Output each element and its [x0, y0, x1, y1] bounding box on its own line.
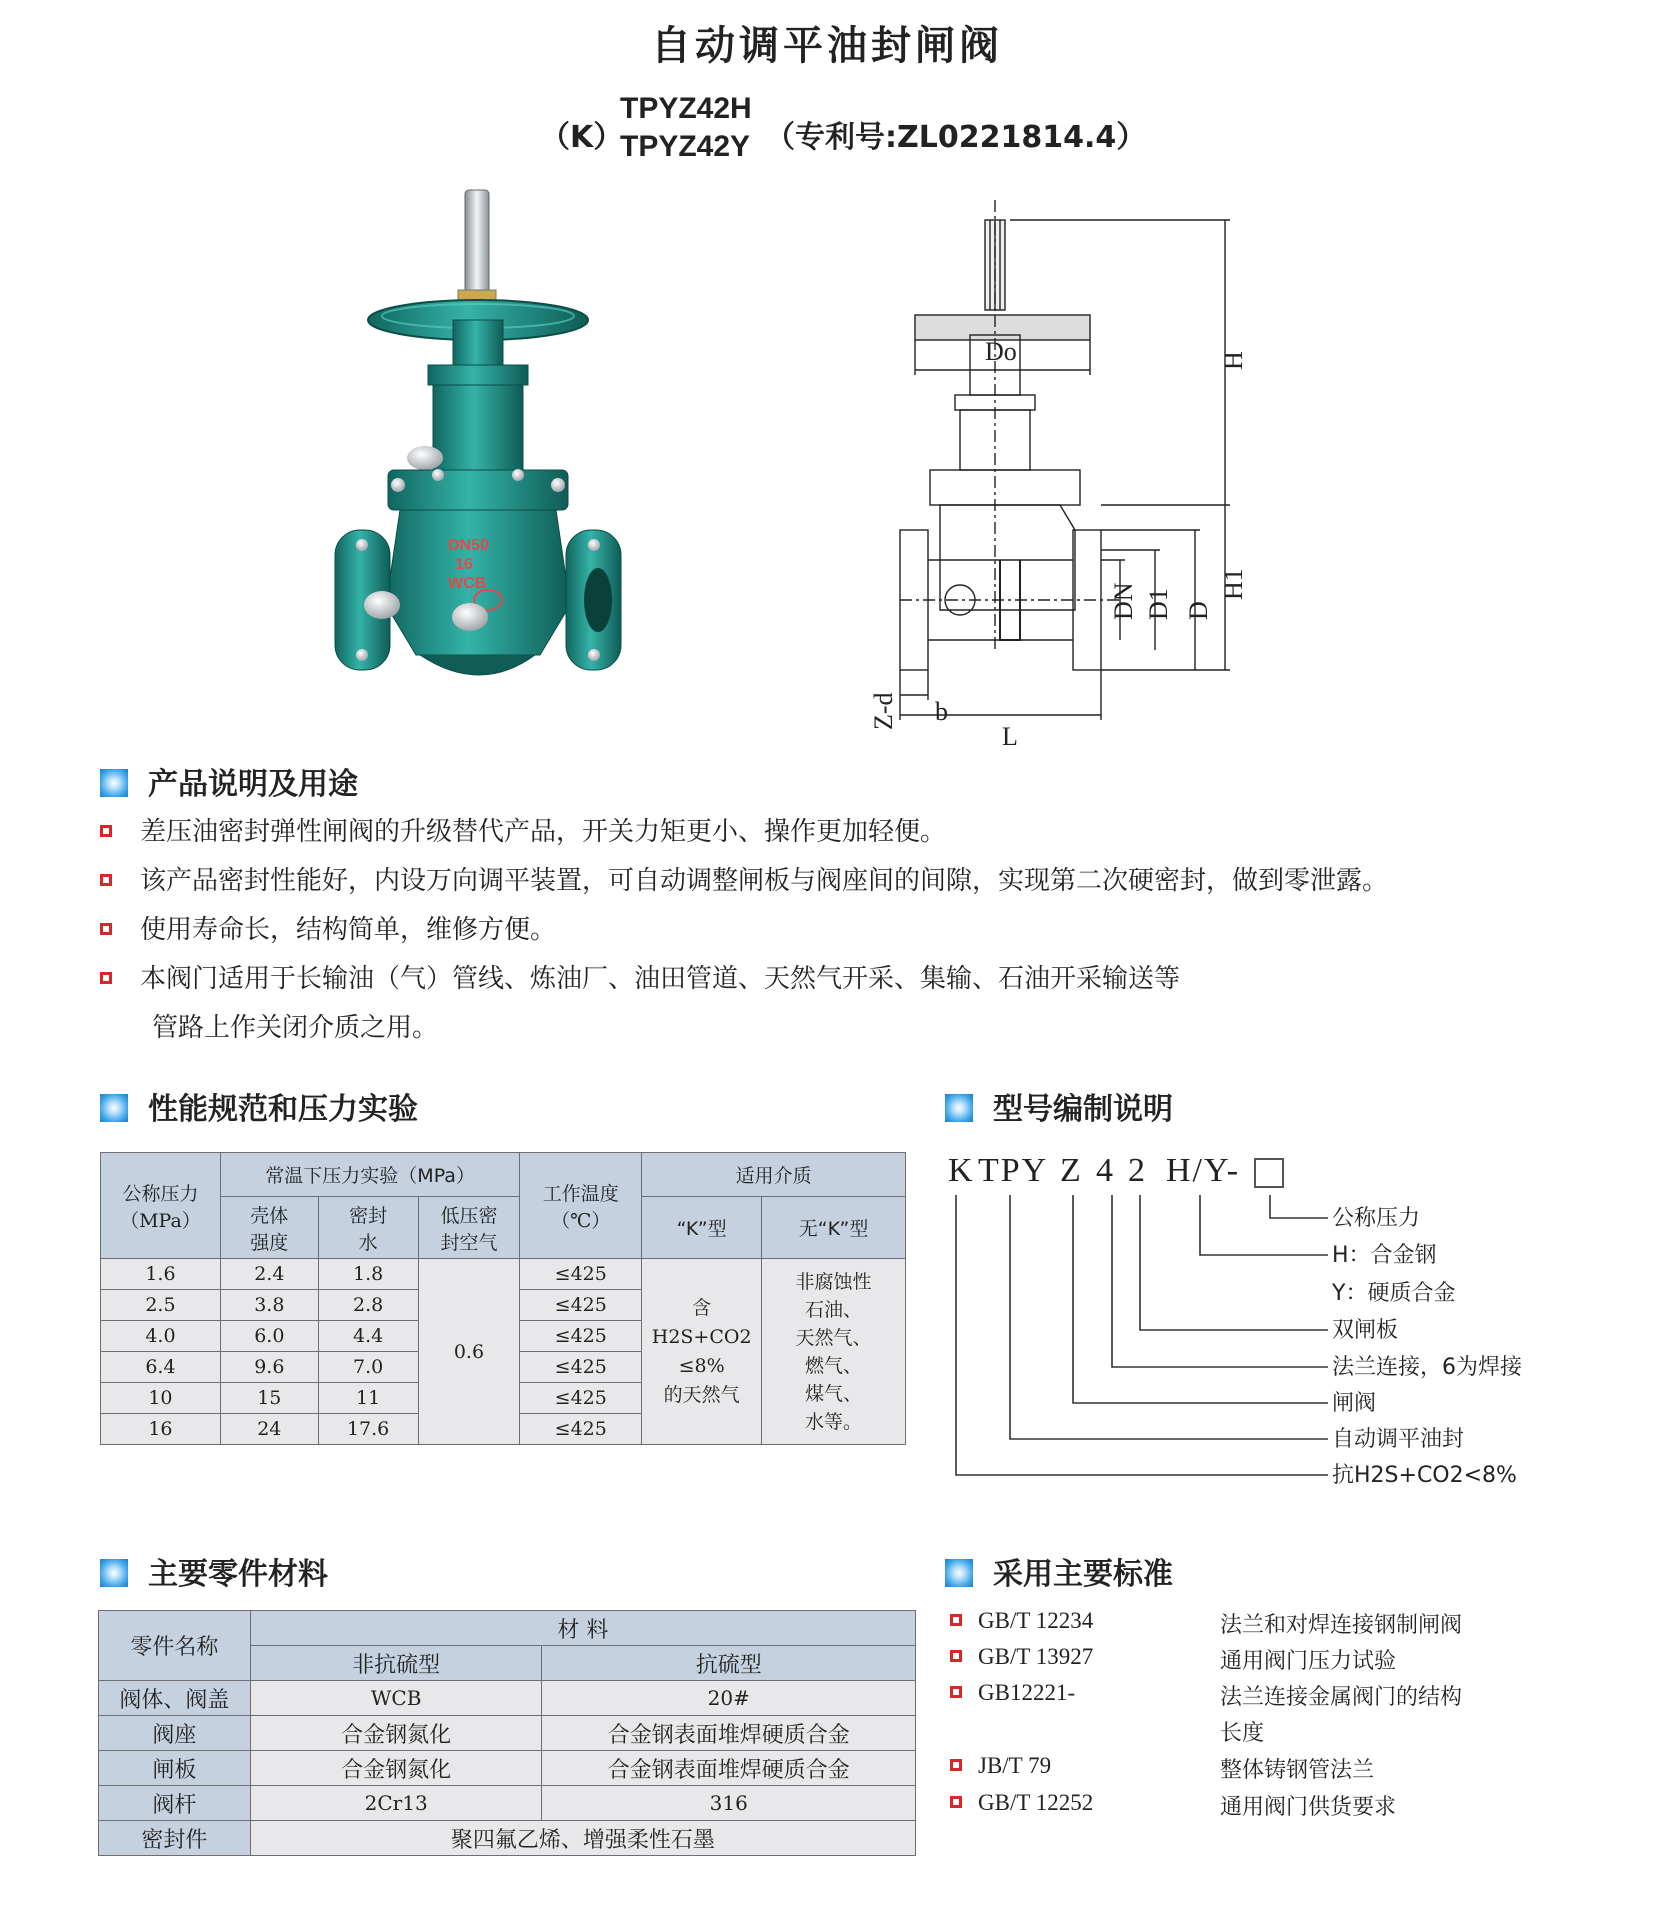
meaning-self-leveling: 自动调平油封 [1332, 1427, 1465, 1452]
bullet-icon [100, 972, 112, 984]
desc-item: 使用寿命长，结构简单，维修方便。 [100, 906, 1620, 955]
nok-media-cell: 非腐蚀性 石油、 天然气、 燃气、 煤气、 水等。 [762, 1259, 906, 1445]
materials-heading: 主要零件材料 [100, 1555, 328, 1595]
part-cell: 密封件 [99, 1821, 251, 1856]
anti-cell: 合金钢表面堆焊硬质合金 [542, 1716, 916, 1751]
media-header: 适用介质 [642, 1153, 906, 1197]
k-type-header: “K”型 [642, 1197, 762, 1259]
standard-item: GB/T 12234 [950, 1608, 1093, 1634]
bullet-icon [100, 923, 112, 935]
meaning-flange: 法兰连接，6为焊接 [1332, 1355, 1522, 1380]
model-prefix: （K） [540, 120, 624, 155]
lowp-cell: 0.6 [418, 1259, 520, 1445]
seal-cell: 4.4 [318, 1321, 418, 1352]
standard-desc: 通用阀门压力试验 [1220, 1649, 1397, 1674]
shell-cell: 2.4 [220, 1259, 318, 1290]
temp-cell: ≤425 [520, 1290, 642, 1321]
seal-header: 密封 水 [318, 1197, 418, 1259]
standard-item: GB12221- [950, 1680, 1075, 1706]
model-h: TPYZ42H [620, 92, 752, 125]
seal-cell: 2.8 [318, 1290, 418, 1321]
code-z: Z [1060, 1152, 1083, 1189]
section-icon [945, 1559, 973, 1587]
section-icon [100, 1094, 128, 1122]
anti-sulfur-header: 抗硫型 [542, 1646, 916, 1681]
standards-heading: 采用主要标准 [945, 1555, 1173, 1595]
temp-cell: ≤425 [520, 1414, 642, 1445]
table-row [99, 1786, 916, 1821]
code-tpy: TPY [978, 1152, 1049, 1189]
section-icon [100, 1559, 128, 1587]
code-leader-lines [948, 1195, 1348, 1485]
valve-photo [330, 185, 650, 745]
shell-header: 壳体 强度 [220, 1197, 318, 1259]
code-hy: H/Y- [1166, 1152, 1241, 1189]
non-cell: 合金钢氮化 [250, 1716, 542, 1751]
code-4: 4 [1096, 1152, 1115, 1189]
non-cell: 合金钢氮化 [250, 1751, 542, 1786]
seal-cell: 17.6 [318, 1414, 418, 1445]
svg-text:WCB: WCB [448, 575, 487, 592]
standard-item: GB/T 12252 [950, 1790, 1093, 1816]
meaning-h: H：合金钢 [1332, 1243, 1437, 1268]
desc-item: 本阀门适用于长输油（气）管线、炼油厂、油田管道、天然气开采、集输、石油开采输送等 [100, 955, 1620, 1004]
pn-cell: 1.6 [101, 1259, 221, 1290]
seal-cell: 11 [318, 1383, 418, 1414]
meaning-y: Y：硬质合金 [1332, 1281, 1456, 1306]
meaning-gate-valve: 闸阀 [1332, 1391, 1377, 1416]
h1-label: H1 [1219, 568, 1248, 600]
d-label: D [1184, 601, 1213, 620]
model-line [540, 92, 1180, 170]
pn-cell: 4.0 [101, 1321, 221, 1352]
desc-item: 差压油密封弹性闸阀的升级替代产品，开关力矩更小、操作更加轻便。 [100, 808, 1620, 857]
table-row [99, 1751, 916, 1786]
h-label: H [1219, 351, 1248, 370]
seal-cell: 7.0 [318, 1352, 418, 1383]
svg-text:16: 16 [455, 556, 473, 573]
part-cell: 阀座 [99, 1716, 251, 1751]
code-heading: 型号编制说明 [945, 1090, 1173, 1130]
pn-cell: 6.4 [101, 1352, 221, 1383]
temp-cell: ≤425 [520, 1383, 642, 1414]
meaning-double-gate: 双闸板 [1332, 1318, 1399, 1343]
shell-cell: 9.6 [220, 1352, 318, 1383]
temp-cell: ≤425 [520, 1321, 642, 1352]
bullet-icon [950, 1650, 962, 1662]
standard-desc: 通用阀门供货要求 [1220, 1795, 1397, 1820]
standard-desc: 法兰连接金属阀门的结构 [1220, 1685, 1463, 1710]
nominal-pressure-header: 公称压力 （MPa） [101, 1153, 221, 1259]
spec-heading: 性能规范和压力实验 [100, 1090, 418, 1130]
shell-cell: 24 [220, 1414, 318, 1445]
bullet-icon [100, 874, 112, 886]
d1-label: D1 [1144, 588, 1173, 620]
table-row [101, 1259, 906, 1290]
standard-desc: 整体铸钢管法兰 [1220, 1758, 1375, 1783]
dn-label: DN [1109, 582, 1138, 620]
seal-cell: 1.8 [318, 1259, 418, 1290]
temp-cell: ≤425 [520, 1352, 642, 1383]
k-media-cell: 含 H2S+CO2 ≤8% 的天然气 [642, 1259, 762, 1445]
lowp-header: 低压密 封空气 [418, 1197, 520, 1259]
pn-cell: 16 [101, 1414, 221, 1445]
do-label: Do [985, 337, 1017, 366]
shell-cell: 3.8 [220, 1290, 318, 1321]
code-2: 2 [1128, 1152, 1147, 1189]
desc-item: 该产品密封性能好，内设万向调平装置，可自动调整闸板与阀座间的间隙，实现第二次硬密封，做到零泄露。 [100, 857, 1620, 906]
code-k: K [948, 1152, 975, 1189]
desc-item-continuation: 管路上作关闭介质之用。 [152, 1013, 439, 1043]
standard-item: GB/T 13927 [950, 1644, 1093, 1670]
bullet-icon [950, 1686, 962, 1698]
bullet-icon [950, 1796, 962, 1808]
table-row [99, 1716, 916, 1751]
b-label: b [935, 697, 948, 726]
bullet-icon [950, 1614, 962, 1626]
svg-text:DN50: DN50 [448, 537, 489, 554]
pressure-box [1254, 1158, 1284, 1188]
desc-list [100, 808, 1620, 1053]
standard-item: JB/T 79 [950, 1753, 1051, 1779]
shell-cell: 6.0 [220, 1321, 318, 1352]
l-label: L [1002, 722, 1018, 751]
shell-cell: 15 [220, 1383, 318, 1414]
table-row [99, 1821, 916, 1856]
table-row [99, 1681, 916, 1716]
model-y: TPYZ42Y [620, 130, 751, 163]
desc-heading: 产品说明及用途 [100, 765, 358, 805]
bullet-icon [950, 1759, 962, 1771]
part-cell: 闸板 [99, 1751, 251, 1786]
materials-table [98, 1610, 916, 1856]
seal-material-cell: 聚四氟乙烯、增强柔性石墨 [250, 1821, 915, 1856]
meaning-anti-h2s: 抗H2S+CO2<8% [1332, 1463, 1517, 1488]
material-header: 材 料 [250, 1611, 915, 1646]
no-k-type-header: 无“K”型 [762, 1197, 906, 1259]
spec-table [100, 1152, 906, 1445]
part-cell: 阀杆 [99, 1786, 251, 1821]
section-icon [945, 1094, 973, 1122]
part-name-header: 零件名称 [99, 1611, 251, 1681]
technical-drawing [869, 200, 1380, 800]
non-cell: 2Cr13 [250, 1786, 542, 1821]
meaning-pressure: 公称压力 [1332, 1206, 1421, 1231]
page-title: 自动调平油封闸阀 [651, 23, 1003, 69]
anti-cell: 合金钢表面堆焊硬质合金 [542, 1751, 916, 1786]
temp-header: 工作温度 （℃） [520, 1153, 642, 1259]
standard-desc-cont: 长度 [1220, 1721, 1265, 1746]
anti-cell: 316 [542, 1786, 916, 1821]
zd-label: Z-d [869, 692, 898, 730]
standards-list [950, 1608, 1600, 1868]
patent-number: （专利号:ZL0221814.4） [765, 120, 1147, 155]
non-anti-sulfur-header: 非抗硫型 [250, 1646, 542, 1681]
non-cell: WCB [250, 1681, 542, 1716]
standard-desc: 法兰和对焊连接钢制闸阀 [1220, 1613, 1463, 1638]
pn-cell: 2.5 [101, 1290, 221, 1321]
pressure-test-header: 常温下压力实验（MPa） [220, 1153, 519, 1197]
section-icon [100, 769, 128, 797]
pn-cell: 10 [101, 1383, 221, 1414]
part-cell: 阀体、阀盖 [99, 1681, 251, 1716]
bullet-icon [100, 825, 112, 837]
anti-cell: 20# [542, 1681, 916, 1716]
temp-cell: ≤425 [520, 1259, 642, 1290]
